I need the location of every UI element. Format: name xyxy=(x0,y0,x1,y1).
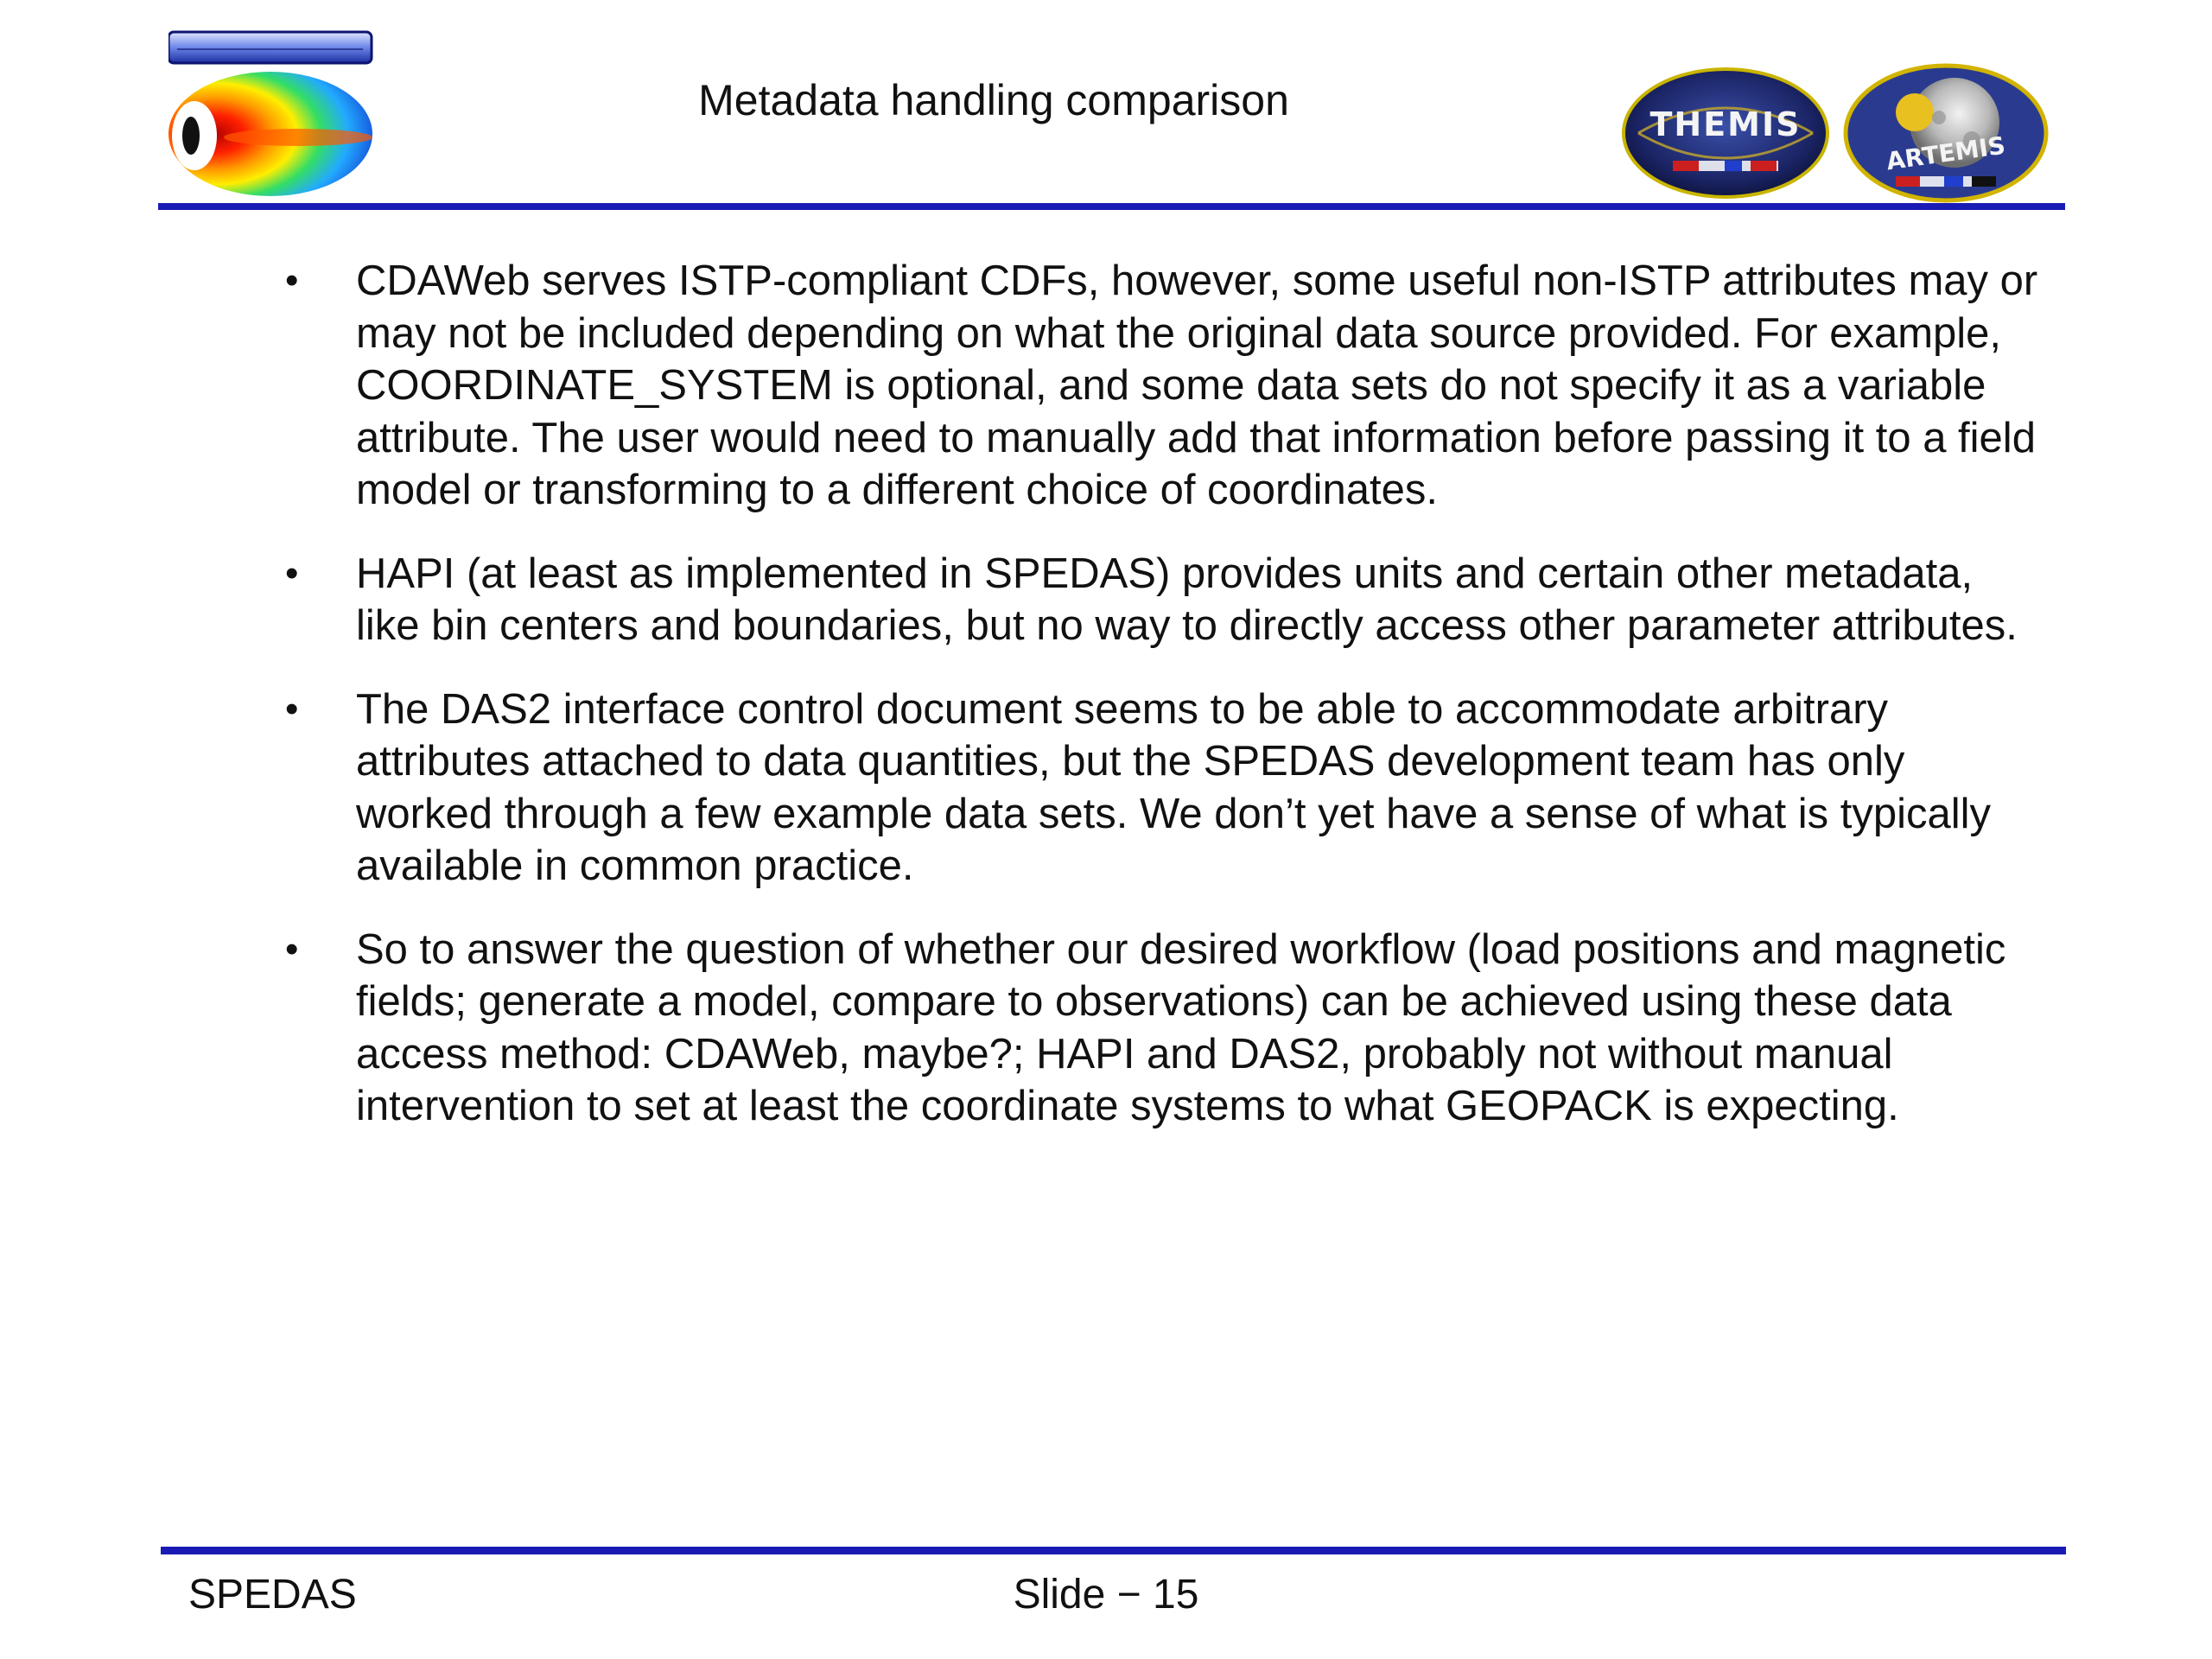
footer-org-label: SPEDAS xyxy=(188,1572,357,1618)
bullet-text: HAPI (at least as implemented in SPEDAS) provides units and certain other metadata, like bin centers and boundaries, but no way to directly access other parameter attributes. xyxy=(356,550,2018,649)
themis-logo-text: THEMIS xyxy=(1649,105,1802,143)
artemis-logo-text: ARTEMIS xyxy=(1884,130,2007,176)
bullet-item xyxy=(276,924,2048,1133)
bullet-list xyxy=(276,255,2048,1164)
slide-number: Slide − 15 xyxy=(1013,1572,1199,1618)
spedas-logo xyxy=(168,30,380,199)
bullet-text: CDAWeb serves ISTP-compliant CDFs, however, some useful non-ISTP attributes may or may not be included depending on what the original data source provided. For example, COORDINATE_SYSTEM is optional, and some data sets do not specify it as a variable attribute. The user would need to manually add that information before passing it to a field model or transforming to a different choice of coordinates. xyxy=(356,257,2038,513)
bullet-text: The DAS2 interface control document seems to be able to accommodate arbitrary attributes attached to data quantities, but the SPEDAS development team has only worked through a few example data sets. We don’t yet have a sense of what is typically available in common practice. xyxy=(356,685,1992,889)
bullet-marker: • xyxy=(285,259,299,302)
bullet-marker: • xyxy=(285,927,299,970)
bullet-marker: • xyxy=(285,551,299,594)
slide-title: Metadata handling comparison xyxy=(698,76,1289,124)
bullet-item xyxy=(276,548,2048,652)
bullet-item xyxy=(276,255,2048,517)
footer-divider xyxy=(161,1547,2066,1554)
bullet-item xyxy=(276,683,2048,893)
header-divider xyxy=(158,203,2065,210)
bullet-text: So to answer the question of whether our desired workflow (load positions and magnetic fields; generate a model, compare to observations) can be achieved using these data access method: CDAWeb, maybe?; HAPI and DAS2, probably not without manual intervention to set at least the coordinate systems to what GEOPACK is expecting. xyxy=(356,925,2006,1129)
bullet-marker: • xyxy=(285,687,299,730)
